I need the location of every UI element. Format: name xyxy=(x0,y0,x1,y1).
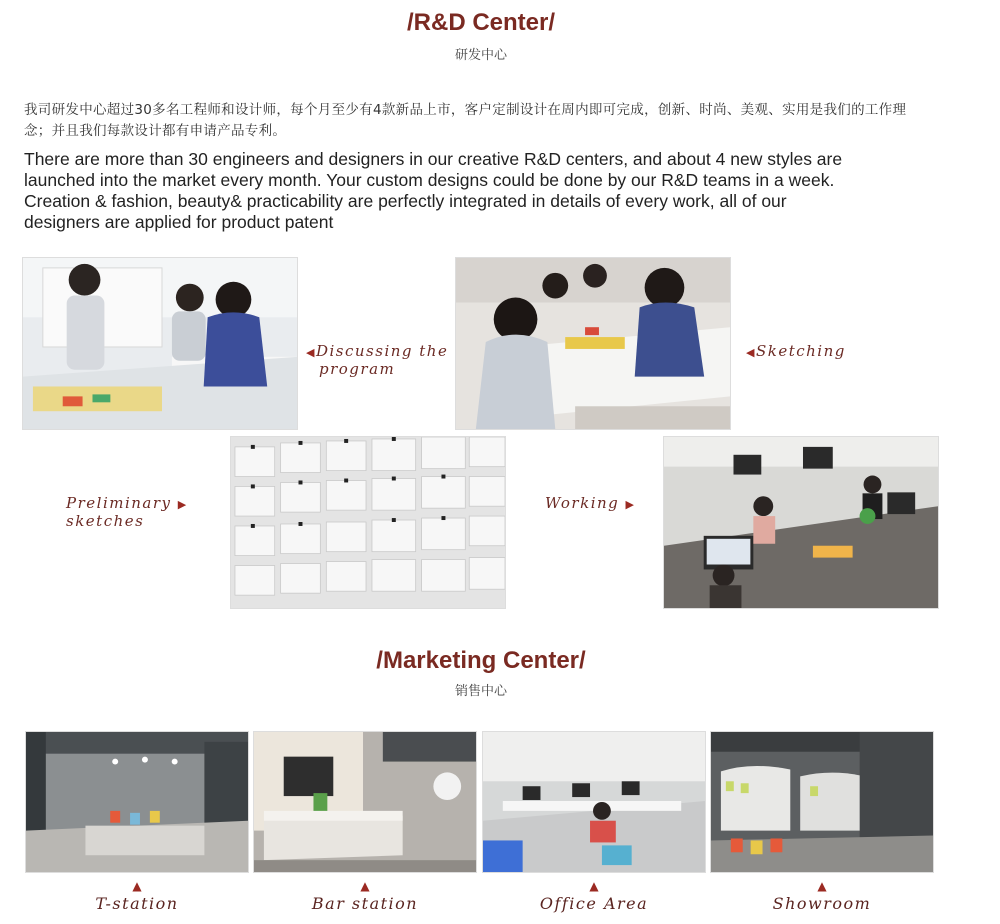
preliminary-sketches-photo xyxy=(230,436,506,609)
arrow-up-icon: ▲ xyxy=(132,879,142,893)
caption-showroom: Showroom xyxy=(772,894,872,913)
caption-preliminary-sketches xyxy=(66,495,188,529)
sketching-photo xyxy=(455,257,731,430)
arrow-right-icon: ▶ xyxy=(625,498,636,511)
caption-bar-station: Bar station xyxy=(311,894,419,913)
showroom-photo xyxy=(710,731,934,873)
rd-center-title: /R&D Center/ xyxy=(406,9,556,36)
caption-text: sketches xyxy=(66,512,145,530)
caption-office-area: Office Area xyxy=(539,894,649,913)
caption-text: Discussing the xyxy=(315,342,449,360)
rd-intro-line: designers are applied for product patent xyxy=(24,212,334,232)
rd-intro-english xyxy=(24,149,954,233)
arrow-up-icon: ▲ xyxy=(589,879,599,893)
caption-text: Working xyxy=(545,494,620,512)
caption-working xyxy=(545,495,636,513)
office-area-photo xyxy=(482,731,706,873)
t-station-photo xyxy=(25,731,249,873)
arrow-up-icon: ▲ xyxy=(360,879,370,893)
working-photo xyxy=(663,436,939,609)
discussing-photo xyxy=(22,257,298,430)
caption-text: Sketching xyxy=(755,342,846,360)
rd-intro-chinese: 我司研发中心超过30多名工程师和设计师，每个月至少有4款新品上市，客户定制设计在周内即可完成，创新、时尚、美观、实用是我们的工作理念；并且我们每款设计都有申请产品专利。 xyxy=(24,102,907,139)
rd-center-subtitle: 研发中心 xyxy=(454,48,507,63)
marketing-center-title: /Marketing Center/ xyxy=(376,647,586,674)
arrow-left-icon: ◀ xyxy=(306,346,316,359)
rd-intro-line: Creation & fashion, beauty& practicability are perfectly integrated in details of every work, all of our xyxy=(24,191,787,211)
caption-discussing xyxy=(306,343,448,377)
rd-intro-line: There are more than 30 engineers and designers in our creative R&D centers, and about 4 new styles are xyxy=(24,149,843,169)
arrow-left-icon: ◀ xyxy=(746,346,756,359)
rd-intro-line: launched into the market every month. Your custom designs could be done by our R&D teams in a week. xyxy=(24,170,835,190)
marketing-center-subtitle: 销售中心 xyxy=(454,684,507,699)
caption-text: program xyxy=(319,360,396,378)
caption-t-station: T-station xyxy=(95,894,179,913)
arrow-up-icon: ▲ xyxy=(817,879,827,893)
caption-text: Preliminary xyxy=(66,494,172,512)
arrow-right-icon: ▶ xyxy=(177,498,188,511)
caption-sketching xyxy=(746,343,846,361)
bar-station-photo xyxy=(253,731,477,873)
